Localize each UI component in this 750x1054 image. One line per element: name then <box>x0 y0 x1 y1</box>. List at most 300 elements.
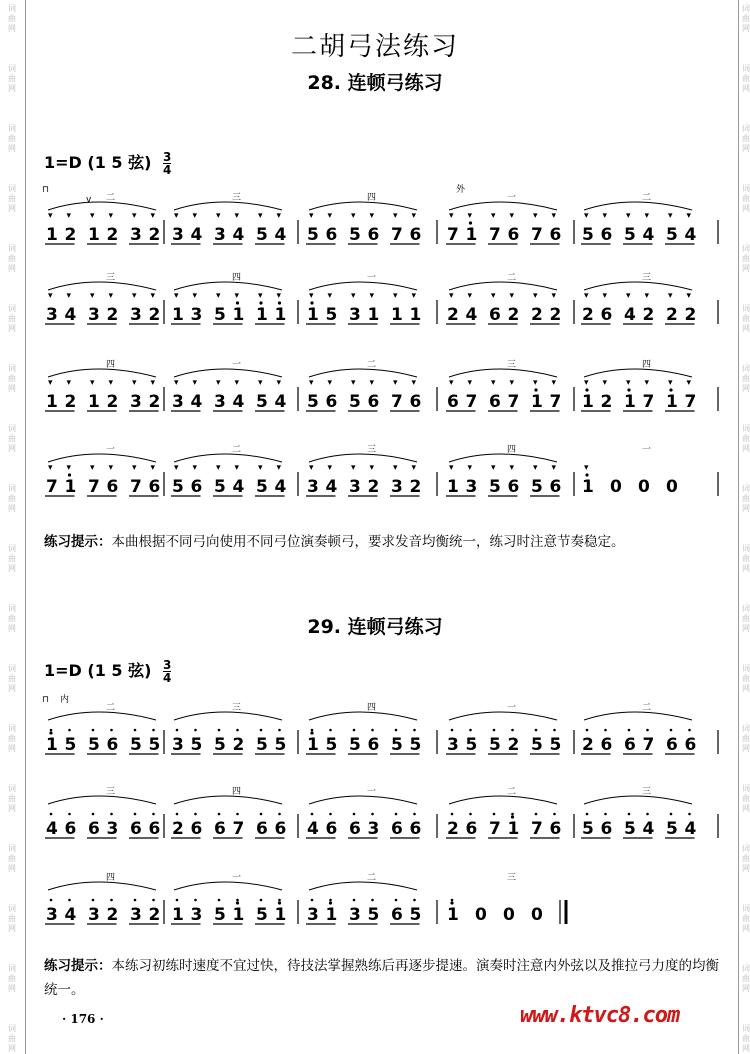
slur <box>48 202 156 210</box>
note: 5 <box>307 225 319 245</box>
note: 3 <box>214 392 226 412</box>
fingering-mark: 一 <box>507 703 517 713</box>
note: 4 <box>274 225 287 245</box>
staccato-mark: ▾ <box>258 463 263 473</box>
dot <box>260 813 263 816</box>
slur <box>309 202 417 210</box>
slur <box>174 282 282 290</box>
note: 7 <box>46 477 58 497</box>
staccato-mark: ▾ <box>533 463 538 473</box>
note: 3 <box>130 305 142 325</box>
note: 5 <box>549 735 562 755</box>
dot <box>218 729 221 732</box>
note: 6 <box>274 819 287 839</box>
staccato-mark: ▾ <box>66 291 72 301</box>
dot <box>535 729 538 732</box>
note: 6 <box>130 819 142 839</box>
note: 5 <box>190 735 203 755</box>
note: 2 <box>684 305 697 325</box>
note: 6 <box>666 735 678 755</box>
dot <box>469 813 472 816</box>
note: 2 <box>582 305 594 325</box>
fingering-mark: 二 <box>367 873 377 883</box>
dot <box>371 813 374 816</box>
dot <box>92 813 95 816</box>
slur <box>174 882 282 890</box>
slur <box>174 712 282 720</box>
note: 7 <box>232 819 245 839</box>
note: 5 <box>64 735 77 755</box>
note: 3 <box>46 905 58 925</box>
fingering-mark: 四 <box>507 445 517 455</box>
note: 6 <box>624 735 636 755</box>
note: 6 <box>600 305 613 325</box>
note: 2 <box>367 477 380 497</box>
high-octave-dot <box>534 388 537 391</box>
dot <box>646 813 649 816</box>
note: 6 <box>325 392 338 412</box>
staccato-mark: ▾ <box>467 378 473 388</box>
site-watermark: www.ktvc8.com <box>520 1003 680 1028</box>
staccato-mark: ▾ <box>276 291 282 301</box>
dot <box>194 729 197 732</box>
slur <box>48 454 156 462</box>
note: 4 <box>190 225 203 245</box>
staccato-mark: ▾ <box>644 291 650 301</box>
staccato-mark: ▾ <box>327 378 333 388</box>
watermark-glyph: 词 曲 网 <box>8 64 16 93</box>
staccato-mark: ▾ <box>66 463 72 473</box>
note: 5 <box>214 735 226 755</box>
staccato-mark: ▾ <box>533 211 538 221</box>
note: 5 <box>256 735 268 755</box>
staccato-mark: ▾ <box>234 463 240 473</box>
staccato-mark: ▾ <box>90 291 95 301</box>
staccato-mark: ▾ <box>234 291 240 301</box>
dot <box>260 899 263 902</box>
staccato-mark: ▾ <box>150 291 156 301</box>
high-octave-dot <box>669 388 672 391</box>
note: 0 <box>531 905 543 925</box>
fingering-mark: 二 <box>507 273 517 283</box>
note: 3 <box>190 305 203 325</box>
high-octave-dot <box>450 901 453 904</box>
note: 2 <box>106 305 119 325</box>
slur <box>48 282 156 290</box>
dot <box>218 899 221 902</box>
up-bow-mark: v <box>86 195 92 205</box>
staccato-mark: ▾ <box>584 463 589 473</box>
note: 2 <box>148 392 161 412</box>
staccato-mark: ▾ <box>393 291 398 301</box>
watermark-glyph: 词 曲 网 <box>742 904 750 933</box>
note: 5 <box>349 225 361 245</box>
watermark-glyph: 词 曲 网 <box>8 424 16 453</box>
note: 1 <box>232 905 245 925</box>
note: 1 <box>172 905 184 925</box>
staccato-mark: ▾ <box>626 211 631 221</box>
dot <box>50 813 53 816</box>
dot <box>110 899 113 902</box>
fingering-mark: 三 <box>106 787 116 797</box>
watermark-glyph: 词 曲 网 <box>742 844 750 873</box>
high-octave-dot <box>310 731 313 734</box>
watermark-glyph: 词 曲 网 <box>742 64 750 93</box>
dot <box>50 729 53 732</box>
staccato-mark: ▾ <box>602 211 608 221</box>
staccato-mark: ▾ <box>491 378 496 388</box>
fingering-mark: 一 <box>232 873 242 883</box>
note: 2 <box>507 735 520 755</box>
note: 5 <box>349 392 361 412</box>
dot <box>628 813 631 816</box>
staccato-mark: ▾ <box>551 378 557 388</box>
watermark-glyph: 词 曲 网 <box>742 964 750 993</box>
dot <box>493 813 496 816</box>
staccato-mark: ▾ <box>626 378 631 388</box>
note: 1 <box>531 392 543 412</box>
high-octave-dot <box>259 301 262 304</box>
note: 6 <box>600 735 613 755</box>
dot <box>511 813 514 816</box>
note: 6 <box>391 905 403 925</box>
fingering-mark: 四 <box>232 787 242 797</box>
staccato-mark: ▾ <box>411 291 417 301</box>
high-octave-dot <box>585 388 588 391</box>
staccato-mark: ▾ <box>132 463 137 473</box>
staccato-mark: ▾ <box>216 463 221 473</box>
note: 6 <box>148 819 161 839</box>
staccato-mark: ▾ <box>626 291 631 301</box>
dot <box>260 729 263 732</box>
note: 4 <box>64 305 77 325</box>
staccato-mark: ▾ <box>351 211 356 221</box>
staccato-mark: ▾ <box>533 291 538 301</box>
note: 1 <box>46 225 58 245</box>
note: 5 <box>325 735 338 755</box>
staccato-mark: ▾ <box>491 211 496 221</box>
staccato-mark: ▾ <box>449 211 454 221</box>
note: 6 <box>391 819 403 839</box>
note: 4 <box>274 392 287 412</box>
note: 4 <box>274 477 287 497</box>
staccato-mark: ▾ <box>584 291 589 301</box>
staccato-mark: ▾ <box>491 463 496 473</box>
note: 6 <box>367 225 380 245</box>
staccato-mark: ▾ <box>66 378 72 388</box>
staccato-mark: ▾ <box>533 378 538 388</box>
fingering-mark: 四 <box>106 873 116 883</box>
note: 1 <box>232 305 245 325</box>
note: 1 <box>307 735 319 755</box>
note: 3 <box>447 735 459 755</box>
exercise-29-tip: 练习提示：本练习初练时速度不宜过快，待技法掌握熟练后再逐步提速。演奏时注意内外弦以及推拉弓力度的均衡统一。 <box>44 958 719 998</box>
note: 7 <box>642 735 655 755</box>
dot <box>152 899 155 902</box>
note: 1 <box>367 305 380 325</box>
staccato-mark: ▾ <box>132 378 137 388</box>
slur <box>48 882 156 890</box>
fingering-mark: 二 <box>507 787 517 797</box>
dot <box>670 813 673 816</box>
note: 3 <box>190 905 203 925</box>
staccato-mark: ▾ <box>276 463 282 473</box>
note: 1 <box>256 305 268 325</box>
note: 6 <box>409 225 422 245</box>
slur <box>48 369 156 377</box>
dot <box>451 899 454 902</box>
note: 2 <box>172 819 184 839</box>
staccato-mark: ▾ <box>276 378 282 388</box>
watermark-glyph: 词 曲 网 <box>742 1024 750 1053</box>
note: 5 <box>256 225 268 245</box>
note: 3 <box>349 905 361 925</box>
staccato-mark: ▾ <box>411 378 417 388</box>
high-octave-dot <box>511 815 514 818</box>
watermark-glyph: 词 曲 网 <box>742 424 750 453</box>
staccato-mark: ▾ <box>66 211 72 221</box>
note: 6 <box>409 819 422 839</box>
note: 5 <box>325 305 338 325</box>
note: 4 <box>624 305 636 325</box>
note: 4 <box>46 819 58 839</box>
note: 3 <box>465 477 478 497</box>
staccato-mark: ▾ <box>327 463 333 473</box>
staccato-mark: ▾ <box>668 291 673 301</box>
staccato-mark: ▾ <box>449 378 454 388</box>
slur <box>584 712 692 720</box>
fingering-mark: 二 <box>232 445 242 455</box>
note: 1 <box>274 305 287 325</box>
dot <box>194 899 197 902</box>
staccato-mark: ▾ <box>351 291 356 301</box>
note: 6 <box>507 225 520 245</box>
note: 3 <box>130 392 142 412</box>
note: 0 <box>503 905 515 925</box>
note: 4 <box>232 392 245 412</box>
note: 1 <box>172 305 184 325</box>
dot <box>413 813 416 816</box>
dot <box>311 729 314 732</box>
watermark-glyph: 词 曲 网 <box>742 304 750 333</box>
watermark-glyph: 词 曲 网 <box>8 484 16 513</box>
note: 4 <box>325 477 338 497</box>
dot <box>68 899 71 902</box>
staccato-mark: ▾ <box>309 463 314 473</box>
staccato-mark: ▾ <box>351 378 356 388</box>
note: 6 <box>507 477 520 497</box>
watermark-glyph: 词 曲 网 <box>742 244 750 273</box>
note: 2 <box>582 735 594 755</box>
watermark-glyph: 词 曲 网 <box>8 664 16 693</box>
slur <box>584 202 692 210</box>
note: 2 <box>106 905 119 925</box>
watermark-glyph: 词 曲 网 <box>742 364 750 393</box>
staccato-mark: ▾ <box>393 378 398 388</box>
watermark-glyph: 词 曲 网 <box>8 724 16 753</box>
note: 5 <box>666 819 678 839</box>
slur <box>174 202 282 210</box>
note: 1 <box>465 225 478 245</box>
staccato-mark: ▾ <box>192 463 198 473</box>
staccato-mark: ▾ <box>602 291 608 301</box>
note: 4 <box>465 305 478 325</box>
note: 1 <box>409 305 422 325</box>
note: 4 <box>642 225 655 245</box>
note: 6 <box>106 477 119 497</box>
staccato-mark: ▾ <box>467 211 473 221</box>
dot <box>604 813 607 816</box>
note: 5 <box>531 735 543 755</box>
dot <box>670 729 673 732</box>
staccato-mark: ▾ <box>192 378 198 388</box>
staccato-mark: ▾ <box>509 211 515 221</box>
note: 7 <box>391 392 403 412</box>
exercise-28-tip: 练习提示：本曲根据不同弓向使用不同弓位演奏顿弓，要求发音均衡统一，练习时注意节奏稳定。 <box>44 534 625 550</box>
staccato-mark: ▾ <box>258 291 263 301</box>
high-octave-dot <box>310 301 313 304</box>
note: 5 <box>624 819 636 839</box>
dot <box>236 813 239 816</box>
staccato-mark: ▾ <box>150 211 156 221</box>
note: 2 <box>642 305 655 325</box>
slur <box>449 712 557 720</box>
dot <box>176 729 179 732</box>
staccato-mark: ▾ <box>150 463 156 473</box>
note: 1 <box>391 305 403 325</box>
dot <box>451 729 454 732</box>
staccato-mark: ▾ <box>467 463 473 473</box>
staccato-mark: ▾ <box>393 211 398 221</box>
note: 2 <box>106 392 119 412</box>
dot <box>469 729 472 732</box>
dot <box>110 813 113 816</box>
dot <box>50 899 53 902</box>
fingering-mark: 四 <box>367 193 377 203</box>
dot <box>511 729 514 732</box>
dot <box>688 729 691 732</box>
note: 6 <box>190 819 203 839</box>
note: 7 <box>130 477 142 497</box>
dot <box>92 729 95 732</box>
page-number: · 176 · <box>62 1012 104 1026</box>
watermark-glyph: 词 曲 网 <box>742 184 750 213</box>
slur <box>449 796 557 804</box>
watermark-glyph: 词 曲 网 <box>8 604 16 633</box>
watermark-glyph: 词 曲 网 <box>8 1024 16 1053</box>
dot <box>604 729 607 732</box>
dot <box>278 729 281 732</box>
staccato-mark: ▾ <box>509 291 515 301</box>
staccato-mark: ▾ <box>449 291 454 301</box>
staccato-mark: ▾ <box>644 211 650 221</box>
note: 3 <box>46 305 58 325</box>
note: 2 <box>447 819 459 839</box>
dot <box>134 899 137 902</box>
time-signature: $\frac{3}{4}$ <box>163 150 172 177</box>
note: 6 <box>409 392 422 412</box>
staccato-mark: ▾ <box>216 378 221 388</box>
note: 7 <box>391 225 403 245</box>
note: 5 <box>256 905 268 925</box>
slur <box>309 712 417 720</box>
note: 6 <box>549 477 562 497</box>
dot <box>535 813 538 816</box>
note: 6 <box>367 735 380 755</box>
watermark-glyph: 词 曲 网 <box>8 904 16 933</box>
fingering-mark: 一 <box>642 445 652 455</box>
staccato-mark: ▾ <box>369 291 375 301</box>
exercise-28-title: 28. 连顿弓练习 <box>307 72 443 94</box>
slur <box>449 282 557 290</box>
note: 2 <box>64 225 77 245</box>
outer-string-mark: 外 <box>456 185 466 195</box>
slur <box>174 454 282 462</box>
fingering-mark: 二 <box>642 193 652 203</box>
note: 2 <box>549 305 562 325</box>
dot <box>329 813 332 816</box>
dot <box>353 899 356 902</box>
staccato-mark: ▾ <box>309 291 314 301</box>
slur <box>174 369 282 377</box>
note: 5 <box>666 225 678 245</box>
note: 6 <box>684 735 697 755</box>
note: 2 <box>531 305 543 325</box>
down-bow-mark: ⊓ <box>42 185 50 195</box>
note: 1 <box>666 392 678 412</box>
time-signature: $\frac{3}{4}$ <box>163 658 172 685</box>
note: 4 <box>190 392 203 412</box>
dot <box>586 813 589 816</box>
key-signature: 1=D (1 5 弦) <box>44 153 152 172</box>
note: 1 <box>507 819 520 839</box>
dot <box>194 813 197 816</box>
note: 6 <box>214 819 226 839</box>
high-octave-dot <box>278 301 281 304</box>
watermark-glyph: 词 曲 网 <box>742 4 750 33</box>
dot <box>68 729 71 732</box>
note: 6 <box>549 819 562 839</box>
high-octave-dot <box>469 221 472 224</box>
watermark-glyph: 词 曲 网 <box>8 844 16 873</box>
fingering-mark: 三 <box>232 703 242 713</box>
key-signature: 1=D (1 5 弦) <box>44 661 152 680</box>
note: 2 <box>447 305 459 325</box>
note: 4 <box>684 819 697 839</box>
note: 5 <box>256 477 268 497</box>
page-title: 二胡弓法练习 <box>290 32 459 62</box>
note: 1 <box>447 477 459 497</box>
note: 7 <box>465 392 478 412</box>
note: 3 <box>172 392 184 412</box>
dot <box>395 729 398 732</box>
note: 2 <box>148 305 161 325</box>
dot <box>152 813 155 816</box>
watermark-glyph: 词 曲 网 <box>742 784 750 813</box>
note: 6 <box>447 392 459 412</box>
dot <box>553 813 556 816</box>
dot <box>92 899 95 902</box>
staccato-mark: ▾ <box>668 378 673 388</box>
high-octave-dot <box>236 901 239 904</box>
staccato-mark: ▾ <box>393 463 398 473</box>
dot <box>451 813 454 816</box>
note: 2 <box>507 305 520 325</box>
dot <box>218 813 221 816</box>
fingering-mark: 二 <box>106 193 116 203</box>
staccato-mark: ▾ <box>216 211 221 221</box>
staccato-mark: ▾ <box>467 291 473 301</box>
